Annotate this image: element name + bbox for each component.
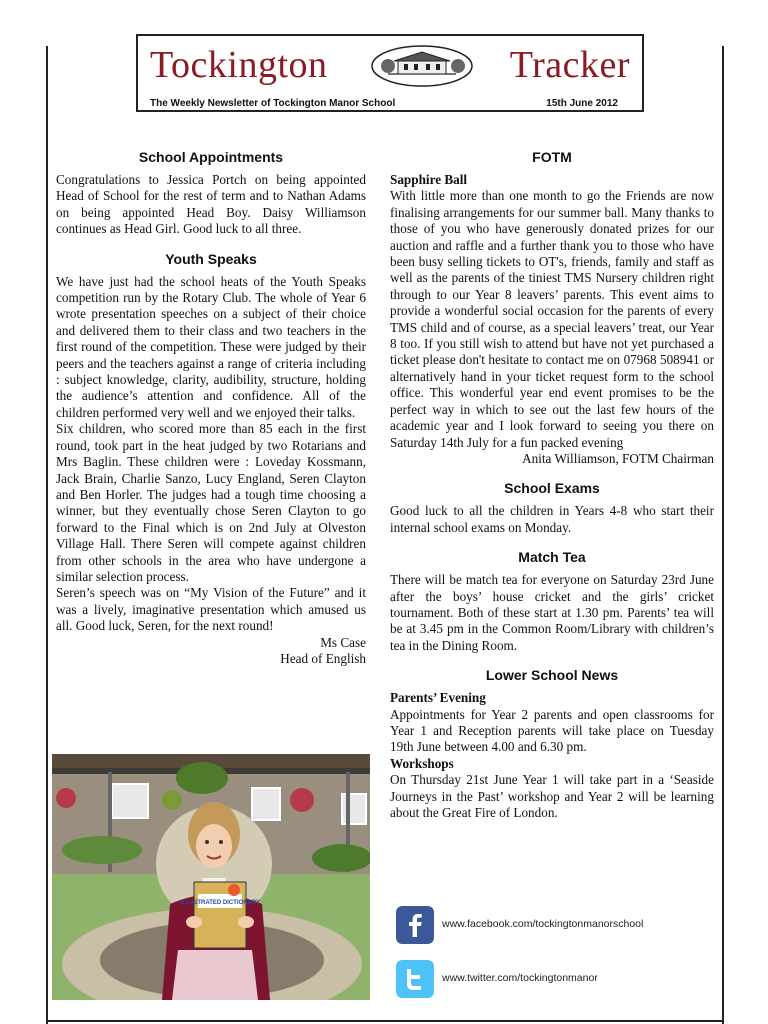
parents-evening-subheading: Parents’ Evening	[390, 690, 486, 706]
page-frame-left	[46, 46, 48, 1024]
masthead	[136, 34, 644, 112]
student-photo	[52, 754, 370, 1000]
school-exams-heading: School Exams	[504, 480, 600, 497]
left-column	[56, 148, 366, 667]
right-column	[390, 148, 714, 821]
twitter-icon	[396, 960, 434, 998]
appointments-heading: School Appointments	[138, 149, 284, 165]
masthead-subtitle: The Weekly Newsletter of Tockington Manor School	[150, 98, 396, 109]
twitter-link[interactable]	[396, 960, 716, 1000]
masthead-title-right: Tracker	[509, 44, 630, 86]
youth-speaks-para-3: Seren’s speech was on “My Vision of the Future” and it was a lively, imaginative presentation which amused us all. Good luck, Seren, for the next round!	[56, 585, 366, 634]
page-frame-bottom	[46, 1020, 724, 1022]
masthead-date: 15th June 2012	[546, 98, 618, 109]
twitter-url[interactable]: www.twitter.com/tockingtonmanor	[442, 972, 598, 984]
youth-speaks-heading: Youth Speaks	[165, 250, 257, 267]
match-tea-heading: Match Tea	[518, 549, 586, 566]
youth-speaks-para-1: We have just had the school heats of the Youth Speaks competition run by the Rotary Club. The whole of Year 6 wrote presentation speeches on a subject of their choice and delivered them to their class and two teachers in the first round of the competition. These were judged by their peers and the teachers against a range of criteria including : subject knowledge, clarity, audibility, structure, holding the audience’s attention and confidence. All of the children performed very well and we enjoyed their talks.	[56, 273, 366, 420]
book-title-text: ILLUSTRATED DICTIONARY	[180, 900, 260, 906]
fotm-heading: FOTM	[532, 149, 572, 165]
page-frame-right	[722, 46, 724, 1024]
parents-evening-body: Appointments for Year 2 parents and open classrooms for Year 1 and Reception parents will take place on Tuesday 19th June between 4.00 and 6.30 pm.	[390, 706, 714, 755]
appointments-body: Congratulations to Jessica Portch on being appointed Head of School for the rest of term and to Nathan Adams on being appointed Head Boy. Daisy Williamson continues as Head Girl. Good luck to all three.	[56, 172, 366, 237]
match-tea-body: There will be match tea for everyone on Saturday 23rd June after the boys’ house cricket and the girls’ cricket tournament. Both of these start at 1.30 pm. Parents’ tea will be at 3.45 pm in the Common Room/Library with children’s tea in the Dining Room.	[390, 572, 714, 653]
fotm-signature: Anita Williamson, FOTM Chairman	[522, 450, 714, 466]
workshops-body: On Thursday 21st June Year 1 will take part in a ‘Seaside Journeys in the Past’ workshop and Year 2 will be learning about the Great Fire of London.	[390, 772, 714, 820]
fotm-body: With little more than one month to go the Friends are now finalising arrangements for our summer ball. Many thanks to those of you who have generously donated prizes for our auction and raffle and a further thank you to those who have been busy selling tickets to OT's, friends, family and staff as well as the parents of the tiniest TMS Nursery children right through to our Year 8 leavers’ parents. This event aims to provide a wonderful social occasion for the parents of every TMS child and of course, as a special leavers’ treat, our Year 8 too. If you still wish to attend but have not yet purchased a ticket please don't hesitate to contact me on 07968 508941 or alternatively hand in your ticket request form to the school office. This wonderful year end event promises to be the perfect way in which to see out the last few hours of the academic year and I look forward to seeing you there on Saturday 14th July for a fun packed evening	[390, 188, 714, 450]
facebook-link[interactable]	[396, 906, 716, 946]
youth-speaks-para-2: Six children, who scored more than 85 each in the first round, took part in the heat judged by two Rotarians and Mrs Baglin. These children were : Loveday Kossmann, Jack Brain, Charlie Sanzo, Lucy England, Seren Clayton and Ben Horler. The judges had a tough time choosing a winner, but they eventually chose Seren Clayton to go forward to the Final which is on 2nd July at Olveston Village Hall. There Seren will compete against children from other schools in the area who have undergone a similar selection process.	[56, 421, 366, 584]
school-building-icon	[370, 44, 474, 88]
facebook-url[interactable]: www.facebook.com/tockingtonmanorschool	[442, 918, 644, 930]
school-exams-body: Good luck to all the children in Years 4-8 who start their internal school exams on Monday.	[390, 503, 714, 535]
facebook-icon	[396, 906, 434, 944]
youth-speaks-signature-name: Ms Case	[320, 634, 366, 650]
youth-speaks-signature-role: Head of English	[280, 650, 366, 666]
fotm-subheading: Sapphire Ball	[390, 172, 468, 187]
lower-school-heading: Lower School News	[485, 667, 619, 684]
workshops-subheading: Workshops	[390, 755, 454, 771]
masthead-title-left: Tockington	[150, 44, 328, 86]
